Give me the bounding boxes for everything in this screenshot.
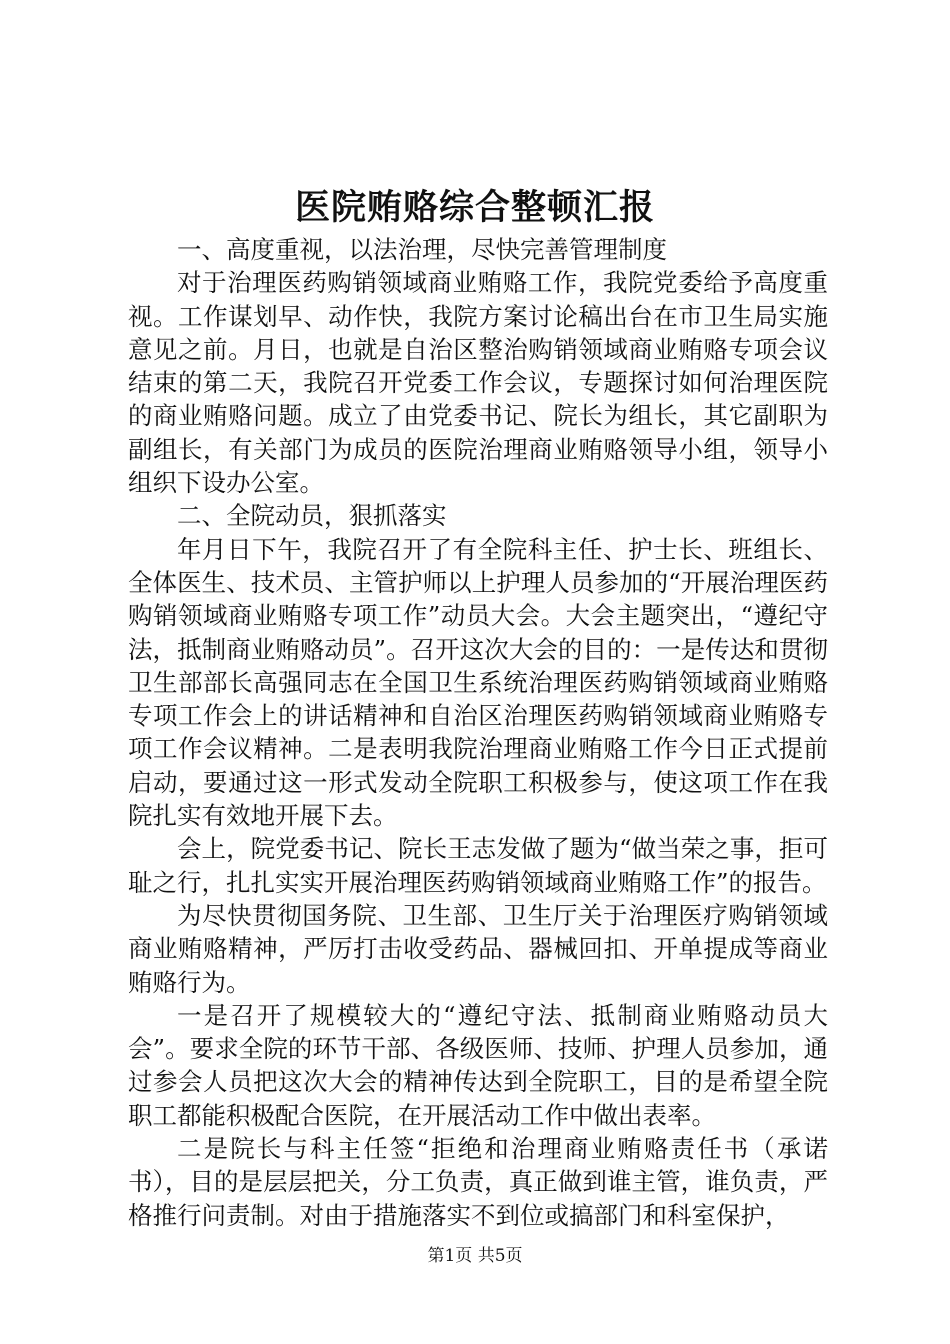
document-title: 医院贿赂综合整顿汇报: [294, 187, 655, 228]
section-heading-2: 二、全院动员，狠抓落实: [177, 501, 447, 531]
paragraph: 一是召开了规模较大的“遵纪守法、抵制商业贿赂动员大会”。要求全院的环节干部、各级医师、技师、护理人员参加，通过参会人员把这次大会的精神传达到全院职工，目的是希望全院职工都能积极配合医院，在开展活动工作中做出表率。: [128, 1000, 828, 1130]
section-heading-1: 一、高度重视，以法治理，尽快完善管理制度: [177, 235, 667, 264]
document-body: [128, 233, 828, 1232]
paragraph: 会上，院党委书记、院长王志发做了题为“做当荣之事，拒可耻之行，扎扎实实开展治理医药购销领域商业贿赂工作”的报告。: [128, 834, 828, 897]
paragraph: 对于治理医药购销领域商业贿赂工作，我院党委给予高度重视。工作谋划早、动作快，我院方案讨论稿出台在市卫生局实施意见之前。月日，也就是自治区整治购销领域商业贿赂专项会议结束的第二天，我院召开党委工作会议，专题探讨如何治理医院的商业贿赂问题。成立了由党委书记、院长为组长，其它副职为副组长，有关部门为成员的医院治理商业贿赂领导小组，领导小组织下设办公室。: [128, 268, 828, 498]
paragraph: 为尽快贯彻国务院、卫生部、卫生厅关于治理医疗购销领域商业贿赂精神，严厉打击收受药品、器械回扣、开单提成等商业贿赂行为。: [128, 900, 828, 997]
paragraph: 二是院长与科主任签“拒绝和治理商业贿赂责任书（承诺书），目的是层层把关，分工负责，真正做到谁主管，谁负责，严格推行问责制。对由于措施落实不到位或搞部门和科室保护，: [128, 1134, 828, 1230]
paragraph: 年月日下午，我院召开了有全院科主任、护士长、班组长、全体医生、技术员、主管护师以上护理人员参加的“开展治理医药购销领域商业贿赂专项工作”动员大会。大会主题突出，“遵纪守法，抵制商业贿赂动员”。召开这次大会的目的：一是传达和贯彻卫生部部长高强同志在全国卫生系统治理医药购销领域商业贿赂专项工作会上的讲话精神和自治区治理医药购销领域商业贿赂专项工作会议精神。二是表明我院治理商业贿赂工作今日正式提前启动，要通过这一形式发动全院职工积极参与，使这项工作在我院扎实有效地开展下去。: [128, 534, 828, 831]
page-footer: 第1页 共5页: [427, 1246, 523, 1266]
